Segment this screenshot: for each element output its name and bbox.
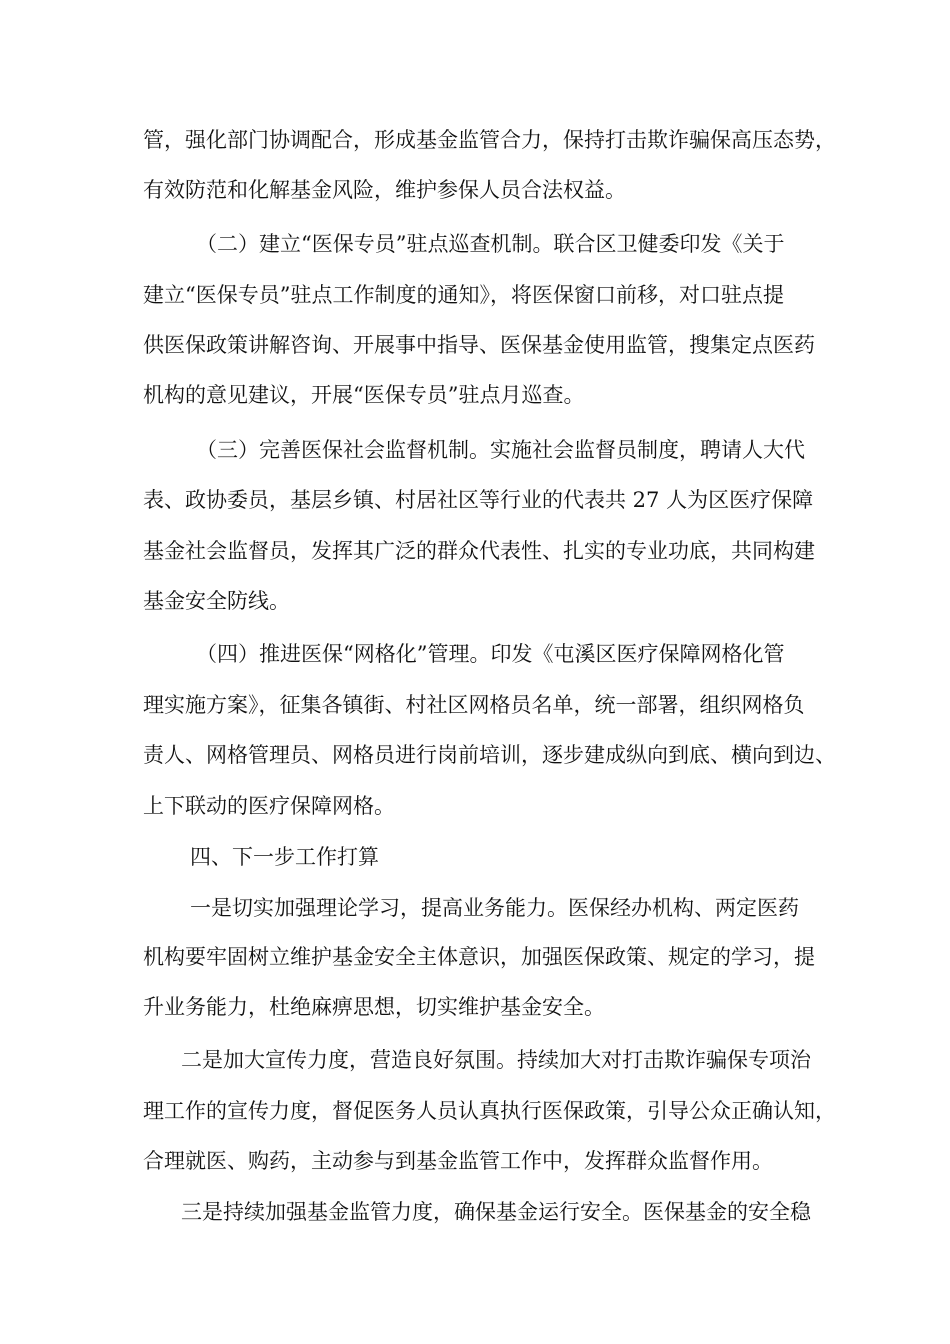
section-title: 四、下一步工作打算 [190, 845, 379, 869]
paragraph-start-line: 二是加大宣传力度，营造良好氛围。持续加大对打击欺诈骗保专项治 [181, 1048, 811, 1072]
text-line: 管，强化部门协调配合，形成基金监管合力，保持打击欺诈骗保高压态势， [143, 128, 836, 152]
text-line: 合理就医、购药，主动参与到基金监管工作中，发挥群众监督作用。 [143, 1149, 773, 1173]
text-line: 理工作的宣传力度，督促医务人员认真执行医保政策，引导公众正确认知， [143, 1099, 836, 1123]
text-line: 建立“医保专员”驻点工作制度的通知》，将医保窗口前移，对口驻点提 [143, 283, 784, 307]
text-line: 有效防范和化解基金风险，维护参保人员合法权益。 [143, 178, 626, 202]
text-line: 基金社会监督员，发挥其广泛的群众代表性、扎实的专业功底，共同构建 [143, 539, 815, 563]
section-heading-line: （四）推进医保“网格化”管理。印发《屯溪区医疗保障网格化管 [196, 642, 785, 666]
text-line: 上下联动的医疗保障网格。 [143, 794, 395, 818]
text-line: 基金安全防线。 [143, 589, 290, 613]
paragraph-start-line: 一是切实加强理论学习，提高业务能力。医保经办机构、两定医药 [190, 896, 799, 920]
text-line: 供医保政策讲解咨询、开展事中指导、医保基金使用监管，搜集定点医药 [143, 333, 815, 357]
text-line: 机构要牢固树立维护基金安全主体意识，加强医保政策、规定的学习，提 [143, 945, 815, 969]
text-line: 机构的意见建议，开展“医保专员”驻点月巡查。 [143, 383, 585, 407]
section-heading-line: （三）完善医保社会监督机制。实施社会监督员制度，聘请人大代 [196, 438, 805, 462]
text-line: 责人、网格管理员、网格员进行岗前培训，逐步建成纵向到底、横向到边、 [143, 743, 836, 767]
text-line: 升业务能力，杜绝麻痹思想，切实维护基金安全。 [143, 995, 605, 1019]
text-line: 理实施方案》，征集各镇街、村社区网格员名单，统一部署，组织网格负 [143, 693, 805, 717]
paragraph-start-line: 三是持续加强基金监管力度，确保基金运行安全。医保基金的安全稳 [181, 1200, 811, 1224]
section-heading-line: （二）建立“医保专员”驻点巡查机制。联合区卫健委印发《关于 [196, 232, 785, 256]
text-line: 表、政协委员，基层乡镇、村居社区等行业的代表共 27 人为区医疗保障 [143, 488, 814, 512]
